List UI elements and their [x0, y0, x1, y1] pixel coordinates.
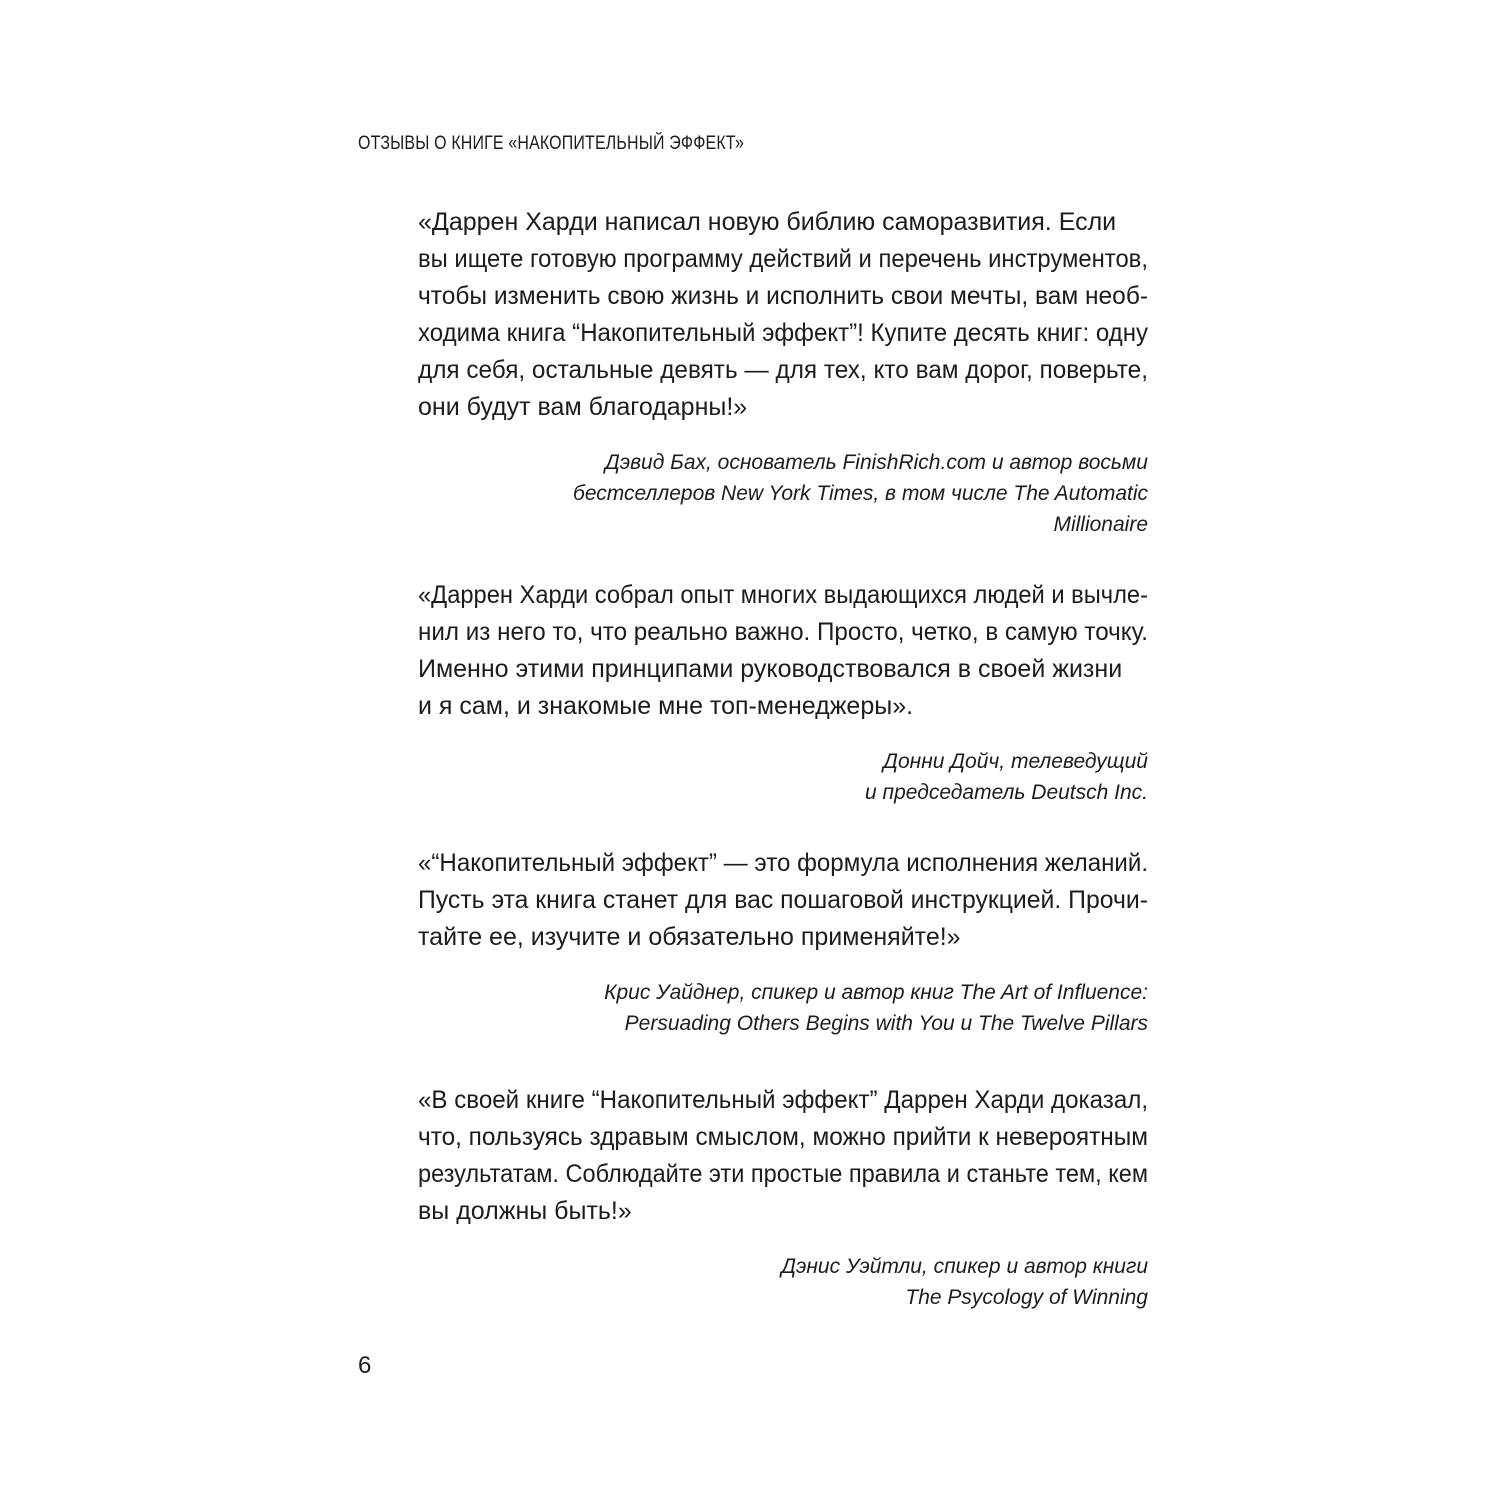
attribution-line: бестселлеров New York Times, в том числе The Automatic — [573, 482, 1148, 505]
attribution-line: Крис Уайднер, спикер и автор книг The Art of Influence: — [604, 981, 1148, 1004]
review-2 — [418, 577, 1148, 808]
attribution-line: Донни Дойч, телеведущий — [883, 750, 1148, 773]
attribution-line: Persuading Others Begins with You и The Twelve Pillars — [624, 1012, 1148, 1035]
quote-line: «Даррен Харди собрал опыт многих выдающихся людей и вычле- — [418, 581, 1148, 609]
quote-line: нил из него то, что реально важно. Просто, четко, в самую точку. — [418, 618, 1149, 646]
quote-line: «В своей книге “Накопительный эффект” Даррен Харди доказал, — [418, 1086, 1149, 1114]
quote-line: что, пользуясь здравым смыслом, можно прийти к невероятным — [418, 1123, 1148, 1151]
quote-line: тайте ее, изучите и обязательно применяйте!» — [418, 923, 961, 951]
quote-line: для себя, остальные девять — для тех, кто вам дорог, поверьте, — [418, 356, 1148, 384]
attribution-line: Дэнис Уэйтли, спикер и автор книги — [781, 1255, 1148, 1278]
review-attribution — [418, 746, 1148, 808]
running-header: ОТЗЫВЫ О КНИГЕ «НАКОПИТЕЛЬНЫЙ ЭФФЕКТ» — [358, 133, 745, 154]
quote-line: «Даррен Харди написал новую библию саморазвития. Если — [418, 208, 1117, 236]
review-attribution — [418, 977, 1148, 1039]
quote-line: «“Накопительный эффект” — это формула исполнения желаний. — [418, 849, 1149, 877]
attribution-line: и председатель Deutsch Inc. — [865, 781, 1148, 804]
review-quote — [418, 1082, 1148, 1230]
review-quote — [418, 845, 1148, 956]
page-number: 6 — [358, 1352, 372, 1379]
review-attribution — [418, 447, 1148, 540]
review-4 — [418, 1082, 1148, 1313]
quote-line: Пусть эта книга станет для вас пошаговой инструкцией. Прочи- — [418, 886, 1148, 914]
review-quote — [418, 577, 1148, 725]
quote-line: чтобы изменить свою жизнь и исполнить свои мечты, вам необ- — [418, 282, 1149, 310]
review-1 — [418, 204, 1148, 540]
quote-line: и я сам, и знакомые мне топ-менеджеры». — [418, 692, 914, 720]
quote-line: Именно этими принципами руководствовался в своей жизни — [418, 655, 1123, 683]
quote-line: вы ищете готовую программу действий и перечень инструментов, — [418, 245, 1148, 273]
attribution-line: Millionaire — [1053, 513, 1148, 536]
quote-line: вы должны быть!» — [418, 1197, 632, 1225]
attribution-line: The Psycology of Winning — [905, 1286, 1148, 1309]
attribution-line: Дэвид Бах, основатель FinishRich.com и автор восьми — [604, 451, 1148, 474]
review-3 — [418, 845, 1148, 1039]
quote-line: ходима книга “Накопительный эффект”! Купите десять книг: одну — [418, 319, 1149, 347]
quote-line: результатам. Соблюдайте эти простые правила и станьте тем, кем — [418, 1160, 1149, 1188]
review-quote — [418, 204, 1148, 426]
review-attribution — [418, 1251, 1148, 1313]
quote-line: они будут вам благодарны!» — [418, 393, 748, 421]
